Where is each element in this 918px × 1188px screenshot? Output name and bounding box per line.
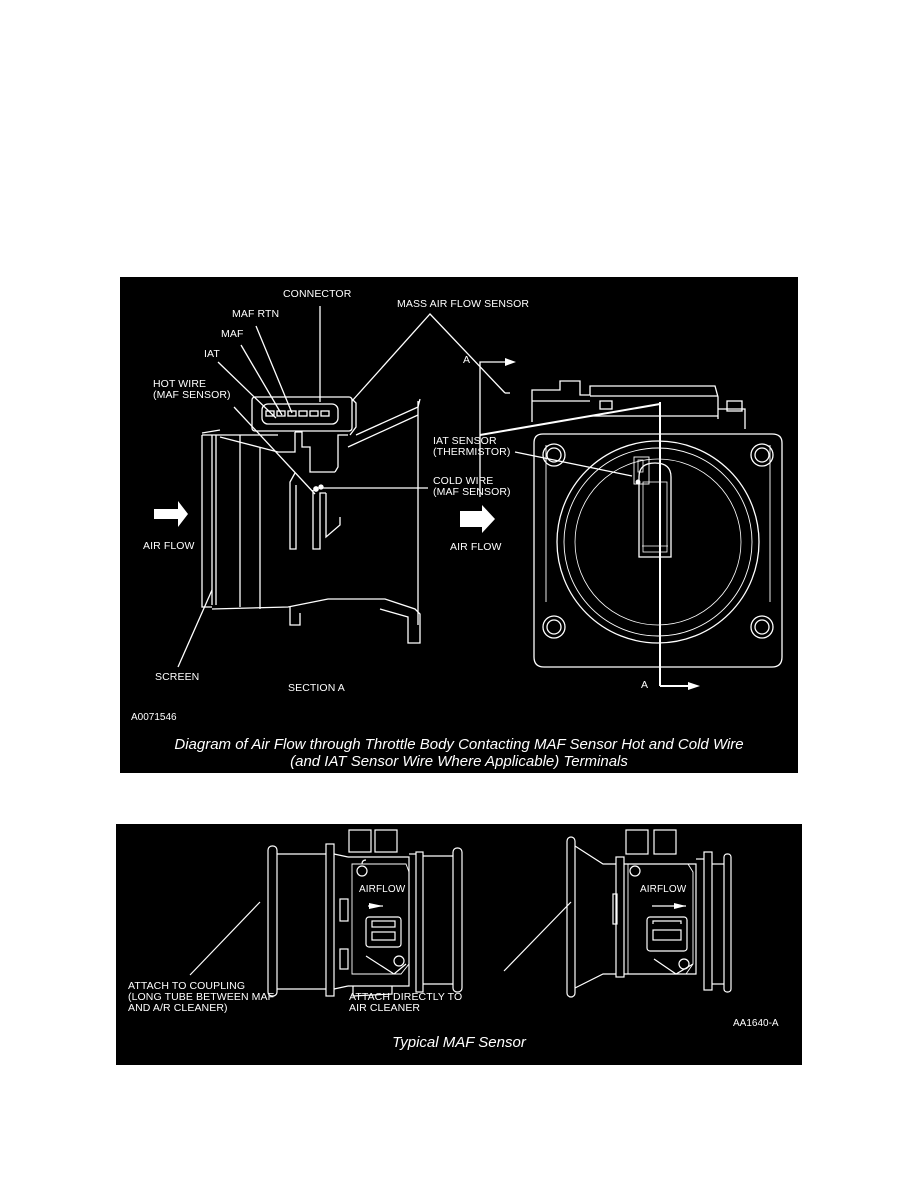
airflow-left-label: AIRFLOW	[359, 884, 406, 895]
hot-wire-label-line1: HOT WIRE	[153, 378, 207, 390]
screen-label: SCREEN	[155, 671, 200, 683]
section-marker-bottom: A	[641, 679, 649, 691]
section-a-label: SECTION A	[288, 682, 345, 694]
iat-sensor-label-line2: (THERMISTOR)	[433, 446, 511, 458]
air-flow-right-label: AIR FLOW	[450, 541, 502, 553]
figure1-code: A0071546	[131, 712, 177, 723]
attach-coupling-line1: ATTACH TO COUPLING	[128, 980, 246, 992]
attach-coupling-line3: AND A/R CLEANER)	[128, 1002, 228, 1014]
connector-label: CONNECTOR	[283, 288, 352, 300]
airflow-right-label: AIRFLOW	[640, 884, 687, 895]
typical-maf-sensor-figure	[116, 824, 802, 1065]
cold-wire-label-line1: COLD WIRE	[433, 475, 494, 487]
attach-direct-line2: AIR CLEANER	[349, 1002, 421, 1014]
iat-label: IAT	[204, 348, 220, 360]
maf-rtn-label: MAF RTN	[232, 308, 280, 320]
cold-wire-label-line2: (MAF SENSOR)	[433, 486, 511, 498]
cold-wire-label	[433, 476, 511, 498]
mass-air-flow-sensor-label: MASS AIR FLOW SENSOR	[397, 298, 530, 310]
attach-coupling-label	[128, 981, 274, 1014]
maf-airflow-diagram	[120, 277, 798, 773]
air-flow-left-label: AIR FLOW	[143, 540, 195, 552]
iat-sensor-label	[433, 436, 510, 458]
maf-label: MAF	[221, 328, 244, 340]
attach-directly-label	[349, 992, 462, 1014]
figure2-code: AA1640-A	[733, 1018, 779, 1029]
section-marker-top: A	[463, 354, 471, 366]
figure1-caption-line2: (and IAT Sensor Wire Where Applicable) Terminals	[290, 753, 628, 770]
figure2-caption: Typical MAF Sensor	[392, 1034, 526, 1051]
maf-section-drawing	[120, 277, 798, 773]
maf-sensor-drawings	[116, 824, 802, 1065]
iat-sensor-label-line1: IAT SENSOR	[433, 435, 497, 447]
figure1-caption-line1: Diagram of Air Flow through Throttle Body Contacting MAF Sensor Hot and Cold Wire	[174, 736, 744, 753]
attach-coupling-line2: (LONG TUBE BETWEEN MAF	[128, 991, 275, 1003]
hot-wire-label-line2: (MAF SENSOR)	[153, 389, 231, 401]
attach-direct-line1: ATTACH DIRECTLY TO	[349, 991, 463, 1003]
hot-wire-label	[153, 379, 231, 401]
figure1-caption	[120, 736, 798, 770]
